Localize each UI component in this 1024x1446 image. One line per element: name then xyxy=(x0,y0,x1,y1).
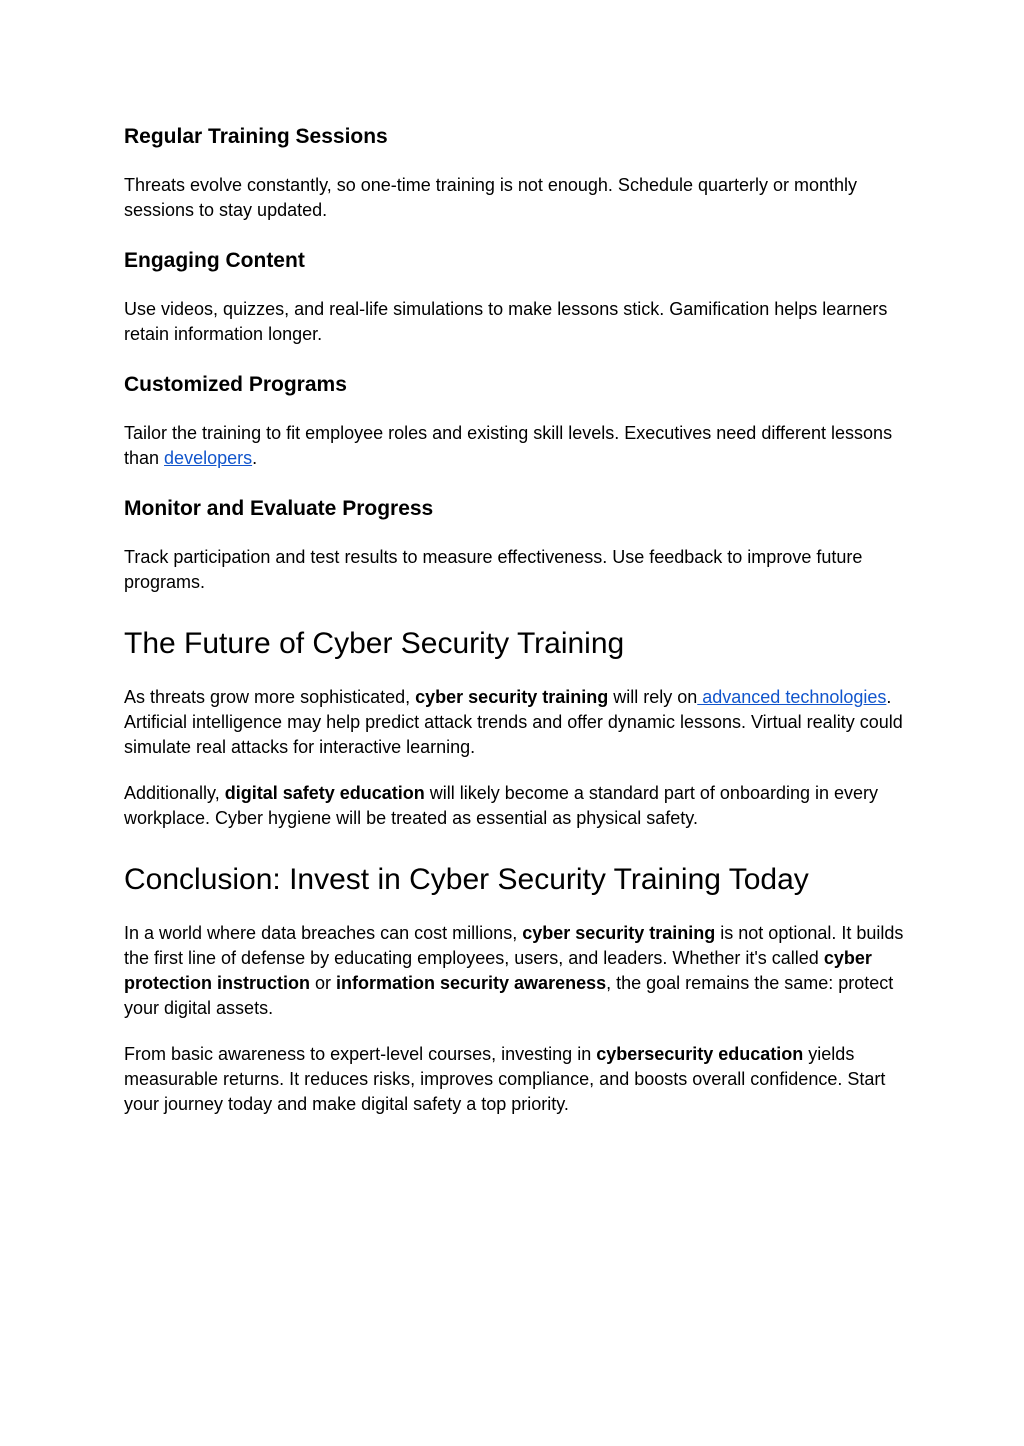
paragraph-text: yields measurable returns. It reduces risks, improves compliance, and boosts overall confidence. Start your journey today and make digital safety a top priority. xyxy=(124,1044,886,1114)
heading-engaging-content: Engaging Content xyxy=(124,249,305,272)
paragraph-conclusion-1 xyxy=(124,921,904,1021)
paragraph-future-1 xyxy=(124,685,904,760)
bold-term: cybersecurity education xyxy=(596,1044,804,1064)
paragraph-text: will likely become a standard part of onboarding in every workplace. Cyber hygiene will be treated as essential as physical safety. xyxy=(124,783,879,828)
paragraph-text: or xyxy=(310,973,337,993)
paragraph-text: Tailor the training to fit employee roles and existing skill levels. Executives need different lessons than xyxy=(124,423,893,468)
paragraph-text: , the goal remains the same: protect your digital assets. xyxy=(124,973,894,1018)
paragraph-text: . Artificial intelligence may help predict attack trends and offer dynamic lessons. Virtual reality could simulate real attacks for interactive learning. xyxy=(124,687,903,757)
paragraph-customized-programs xyxy=(124,421,904,471)
paragraph-text: is not optional. It builds the first line of defense by educating employees, users, and leaders. Whether it's called xyxy=(124,923,904,968)
bold-term: information security awareness xyxy=(336,973,607,993)
bold-term: cyber protection instruction xyxy=(124,948,872,993)
heading-conclusion: Conclusion: Invest in Cyber Security Training Today xyxy=(124,863,809,896)
heading-future: The Future of Cyber Security Training xyxy=(124,627,625,660)
developers-link[interactable]: developers xyxy=(164,448,253,468)
paragraph-regular-training: Threats evolve constantly, so one-time training is not enough. Schedule quarterly or monthly sessions to stay updated. xyxy=(124,175,858,220)
heading-regular-training: Regular Training Sessions xyxy=(124,125,388,148)
paragraph-monitor-progress: Track participation and test results to measure effectiveness. Use feedback to improve future programs. xyxy=(124,547,863,592)
paragraph-text: will rely on xyxy=(608,687,698,707)
bold-term: cyber security training xyxy=(522,923,716,943)
paragraph-text: In a world where data breaches can cost millions, xyxy=(124,923,523,943)
paragraph-text: Additionally, xyxy=(124,783,225,803)
heading-customized-programs: Customized Programs xyxy=(124,373,347,396)
advanced-technologies-link[interactable]: advanced technologies xyxy=(697,687,887,707)
paragraph-future-2 xyxy=(124,781,904,831)
paragraph-conclusion-2 xyxy=(124,1042,904,1117)
paragraph-text: From basic awareness to expert-level courses, investing in xyxy=(124,1044,597,1064)
paragraph-text: As threats grow more sophisticated, xyxy=(124,687,416,707)
bold-term: digital safety education xyxy=(224,783,425,803)
bold-term: cyber security training xyxy=(415,687,609,707)
paragraph-text: . xyxy=(252,448,258,468)
paragraph-engaging-content: Use videos, quizzes, and real-life simulations to make lessons stick. Gamification helps learners retain information longer. xyxy=(124,299,888,344)
heading-monitor-progress: Monitor and Evaluate Progress xyxy=(124,497,434,520)
